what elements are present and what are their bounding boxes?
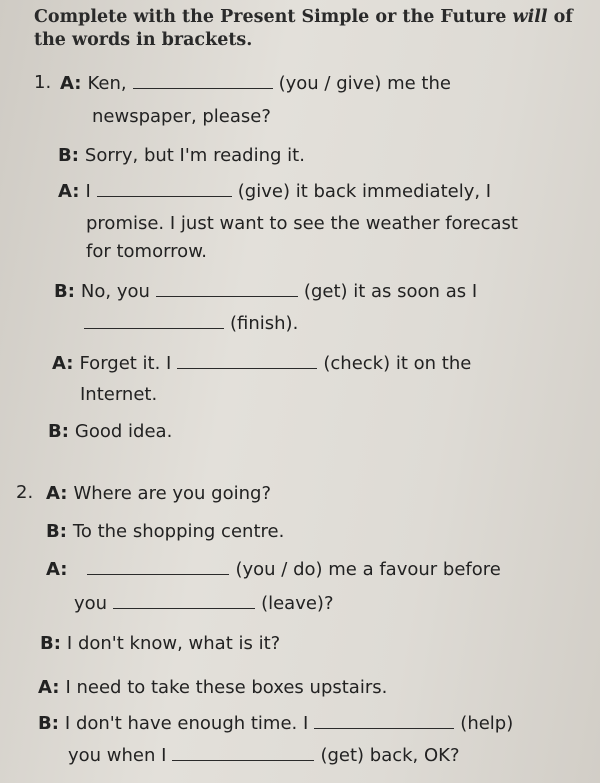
instruction [34, 6, 574, 52]
ex2-line-8: you when I (get) back, OK? [68, 745, 460, 766]
speaker-label: A: [46, 483, 68, 504]
ex1-line-5: promise. I just want to see the weather forecast [86, 213, 518, 234]
speaker-label: B: [48, 421, 69, 442]
ex1-line-3: B: Sorry, but I'm reading it. [58, 145, 305, 166]
ex1-line-11: B: Good idea. [48, 421, 173, 442]
answer-blank[interactable] [133, 87, 273, 89]
ex2-line-2: B: To the shopping centre. [46, 521, 285, 542]
ex2-line-1: A: Where are you going? [46, 483, 272, 504]
speaker-label: B: [58, 145, 79, 166]
speaker-label: B: [40, 633, 61, 654]
speaker-label: A: [52, 353, 74, 374]
ex2-line-7: B: I don't have enough time. I (help) [38, 713, 514, 734]
answer-blank[interactable] [314, 727, 454, 729]
answer-blank[interactable] [84, 327, 224, 329]
speaker-label: A: [46, 559, 68, 580]
exercise-1-number: 1. [34, 72, 52, 93]
speaker-label: B: [38, 713, 59, 734]
speaker-label: A: [58, 181, 80, 202]
ex1-line-2: newspaper, please? [92, 106, 271, 127]
ex1-line-9: A: Forget it. I (check) it on the [52, 353, 472, 374]
ex1-line-1: A: Ken, (you / give) me the [60, 73, 451, 94]
ex1-line-10: Internet. [80, 384, 158, 405]
instruction-suffix: of the words in brackets. [34, 7, 573, 50]
answer-blank[interactable] [156, 295, 298, 297]
instruction-prefix: Complete with the Present Simple or the Future [34, 7, 513, 27]
ex1-line-4: A: I (give) it back immediately, I [58, 181, 492, 202]
ex2-line-4: you (leave)? [74, 593, 334, 614]
speaker-label: B: [46, 521, 67, 542]
answer-blank[interactable] [177, 367, 317, 369]
answer-blank[interactable] [97, 195, 232, 197]
ex2-line-3: A: (you / do) me a favour before [46, 559, 501, 580]
exercise-2-number: 2. [16, 482, 34, 503]
ex2-line-5: B: I don't know, what is it? [40, 633, 281, 654]
speaker-label: A: [38, 677, 60, 698]
answer-blank[interactable] [87, 573, 229, 575]
ex2-line-6: A: I need to take these boxes upstairs. [38, 677, 388, 698]
ex1-line-8: (finish). [84, 312, 298, 336]
speaker-label: B: [54, 281, 75, 302]
ex1-line-6: for tomorrow. [86, 241, 207, 262]
answer-blank[interactable] [113, 607, 255, 609]
instruction-emphasis: will [512, 7, 548, 27]
speaker-label: A: [60, 73, 82, 94]
answer-blank[interactable] [172, 759, 314, 761]
ex1-line-7: B: No, you (get) it as soon as I [54, 281, 478, 302]
